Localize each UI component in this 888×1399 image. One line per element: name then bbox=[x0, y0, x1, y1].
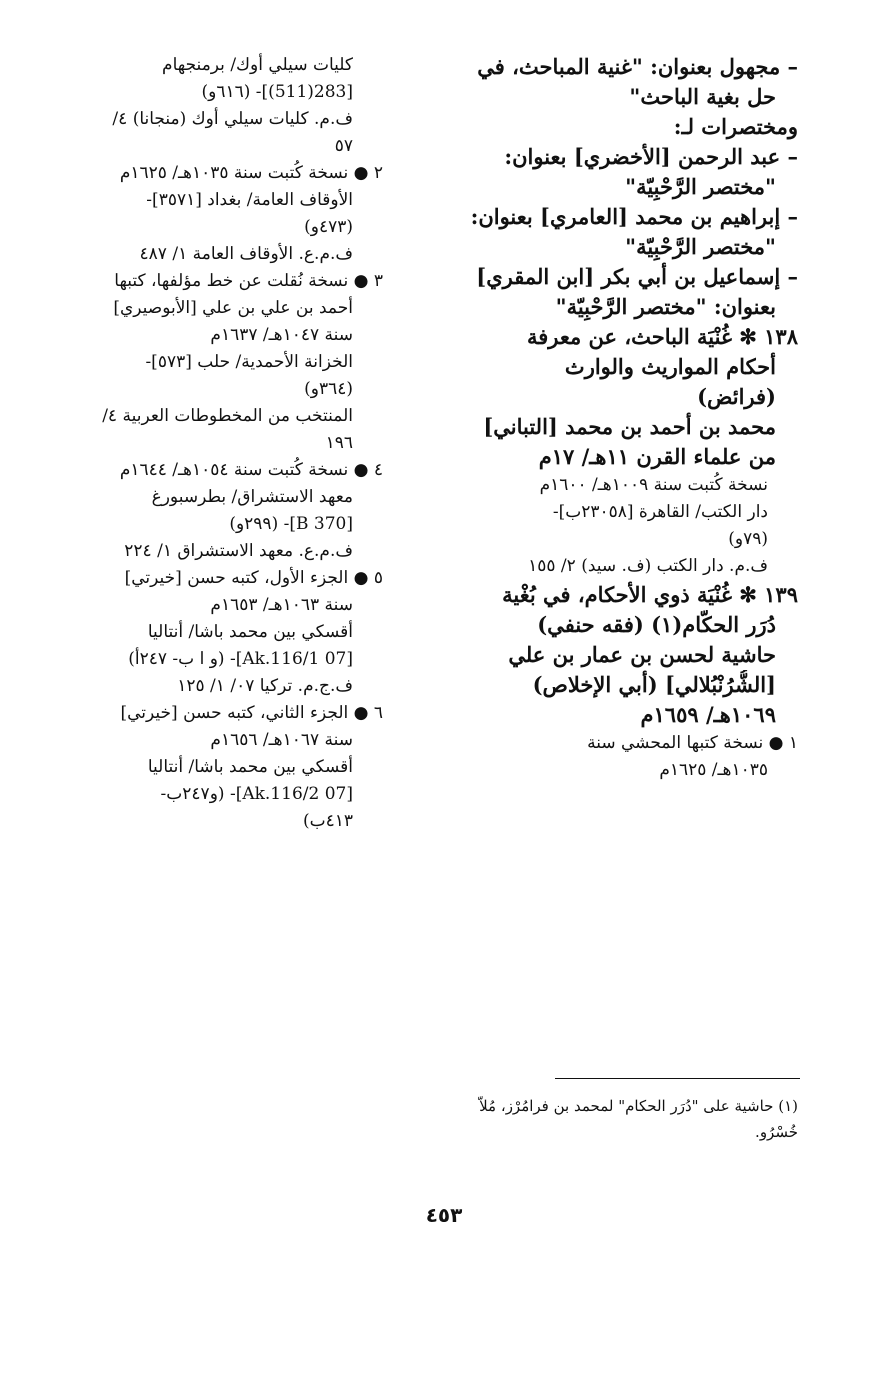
entry-heading: دُرَر الحكّام(١) (فقه حنفي) bbox=[537, 612, 776, 637]
manuscript-line: [283(511)]- (٦١٦و) bbox=[201, 82, 353, 102]
manuscript-line: [B 370]- (٢٩٩و) bbox=[229, 514, 353, 534]
footnote-divider bbox=[555, 1078, 800, 1079]
left-column bbox=[73, 52, 383, 835]
right-column bbox=[458, 52, 798, 784]
catalog-reference: المنتخب من المخطوطات العربية ٤/ bbox=[102, 406, 353, 426]
catalog-reference: ف.ج.م. تركيا ٠٧/ ١/ ١٢٥ bbox=[177, 676, 353, 696]
text-line: ومختصرات لـ: bbox=[673, 114, 798, 139]
entry-heading: أحكام المواريث والوارث bbox=[564, 354, 776, 379]
text-line: بعنوان: "مختصر الرَّحْبِيّة" bbox=[555, 294, 776, 319]
catalog-reference: ف.م.ع. معهد الاستشراق ١/ ٢٢٤ bbox=[124, 541, 353, 561]
manuscript-line: ٤١٣ب) bbox=[302, 811, 353, 831]
manuscript-line: معهد الاستشراق/ بطرسبورغ bbox=[151, 487, 353, 507]
manuscript-line: ٥ ● الجزء الأول، كتبه حسن [خيرتي] bbox=[124, 568, 383, 588]
manuscript-line: ٢ ● نسخة كُتبت سنة ١٠٣٥هـ/ ١٦٢٥م bbox=[119, 163, 383, 183]
manuscript-line: ١٠٣٥هـ/ ١٦٢٥م bbox=[659, 760, 768, 780]
text-line: حل بغية الباحث" bbox=[629, 84, 776, 109]
subject-label: (فرائض) bbox=[697, 384, 776, 409]
text-line: – عبد الرحمن [الأخضري] بعنوان: bbox=[504, 144, 798, 169]
catalog-reference: ٥٧ bbox=[334, 136, 353, 156]
manuscript-line: الأوقاف العامة/ بغداد [٣٥٧١]- bbox=[146, 190, 353, 210]
manuscript-line: كليات سيلي أوك/ برمنجهام bbox=[162, 55, 353, 75]
author-line: [الشُّرُنْبُلالي] (أبي الإخلاص) bbox=[532, 672, 776, 697]
manuscript-line: (٤٧٣و) bbox=[304, 217, 353, 237]
author-line: حاشية لحسن بن عمار بن علي bbox=[508, 642, 776, 667]
manuscript-line: دار الكتب/ القاهرة [٢٣٠٥٨ب]- bbox=[552, 502, 768, 522]
manuscript-line: أقسكي بين محمد باشا/ أنتاليا bbox=[147, 757, 353, 777]
manuscript-line: الخزانة الأحمدية/ حلب [٥٧٣]- bbox=[145, 352, 353, 372]
manuscript-line: (٧٩و) bbox=[728, 529, 768, 549]
catalog-reference: ف.م.ع. الأوقاف العامة ١/ ٤٨٧ bbox=[139, 244, 353, 264]
manuscript-line: سنة ١٠٤٧هـ/ ١٦٣٧م bbox=[210, 325, 353, 345]
entry-heading: ١٣٩ ✻ غُنْيَة ذوي الأحكام، في بُغْية bbox=[502, 582, 798, 607]
catalog-reference: ف.م. دار الكتب (ف. سيد) ٢/ ١٥٥ bbox=[528, 556, 768, 576]
manuscript-line: [07 Ak.116/1]- (و ا ب- ٢٤٧أ) bbox=[128, 649, 353, 669]
text-line: – إسماعيل بن أبي بكر [ابن المقري] bbox=[476, 264, 798, 289]
manuscript-line: ١ ● نسخة كتبها المحشي سنة bbox=[587, 733, 798, 753]
author-line: محمد بن أحمد بن محمد [التباني] bbox=[483, 414, 776, 439]
catalog-reference: ف.م. كليات سيلي أوك (منجانا) ٤/ bbox=[112, 109, 353, 129]
author-date: من علماء القرن ١١هـ/ ١٧م bbox=[538, 444, 776, 469]
manuscript-line: ٦ ● الجزء الثاني، كتبه حسن [خيرتي] bbox=[120, 703, 383, 723]
manuscript-line: ٤ ● نسخة كُتبت سنة ١٠٥٤هـ/ ١٦٤٤م bbox=[119, 460, 383, 480]
manuscript-line: سنة ١٠٦٣هـ/ ١٦٥٣م bbox=[210, 595, 353, 615]
catalog-reference: ١٩٦ bbox=[325, 433, 353, 453]
text-line: – مجهول بعنوان: "غنية المباحث، في bbox=[477, 54, 798, 79]
manuscript-line: سنة ١٠٦٧هـ/ ١٦٥٦م bbox=[210, 730, 353, 750]
text-line: "مختصر الرَّحْبِيّة" bbox=[625, 234, 776, 259]
manuscript-line: نسخة كُتبت سنة ١٠٠٩هـ/ ١٦٠٠م bbox=[539, 475, 768, 495]
manuscript-line: (٣٦٤و) bbox=[304, 379, 353, 399]
text-line: – إبراهيم بن محمد [العامري] بعنوان: bbox=[470, 204, 798, 229]
text-line: "مختصر الرَّحْبِيّة" bbox=[625, 174, 776, 199]
author-date: ١٠٦٩هـ/ ١٦٥٩م bbox=[640, 702, 776, 727]
page-number: ٤٥٣ bbox=[425, 1203, 463, 1227]
manuscript-line: ٣ ● نسخة نُقلت عن خط مؤلفها، كتبها bbox=[114, 271, 383, 291]
entry-heading: ١٣٨ ✻ غُنْيَة الباحث، عن معرفة bbox=[526, 324, 798, 349]
manuscript-line: [07 Ak.116/2]- (و٢٤٧ب- bbox=[160, 784, 353, 804]
manuscript-line: أحمد بن علي بن علي [الأبوصيري] bbox=[113, 298, 353, 318]
footnote: (١) حاشية على "دُرَر الحكام" لمحمد بن فرامُرْز، مُلاّ خُسْرُو. bbox=[479, 1097, 798, 1141]
manuscript-line: أقسكي بين محمد باشا/ أنتاليا bbox=[147, 622, 353, 642]
